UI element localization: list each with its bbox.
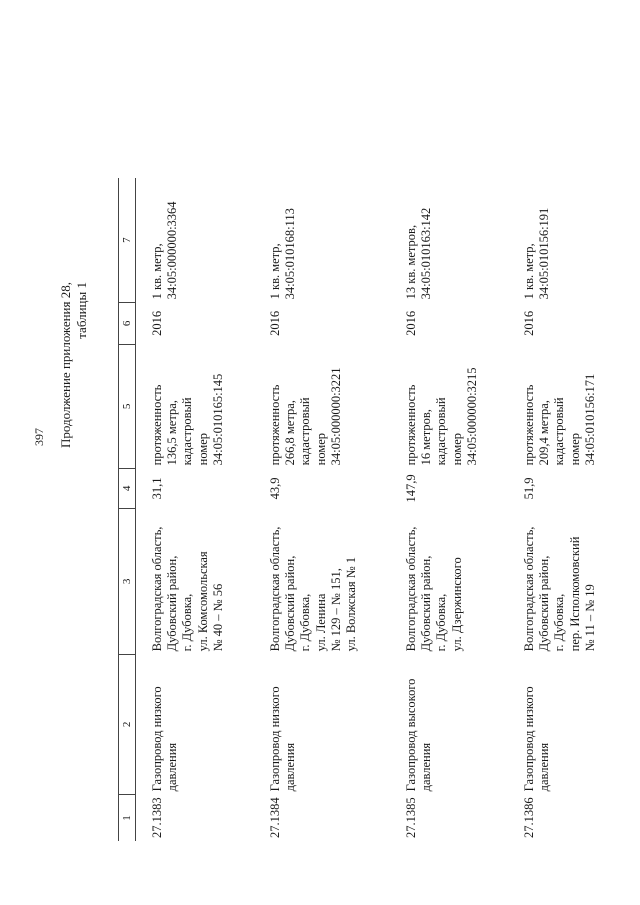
text-line: протяженность [404, 384, 418, 466]
text-line: 34:05:000000:3221 [328, 367, 343, 466]
text-line: 34:05:010156:171 [582, 373, 597, 466]
text-line: г. Дубовка, [298, 593, 313, 652]
table-row [390, 178, 508, 841]
object-address [136, 508, 255, 654]
text-line: г. Дубовка, [434, 593, 449, 652]
column-number: 1 [119, 794, 136, 841]
text-line: давления [537, 742, 552, 792]
land-area [390, 178, 508, 302]
text-line: г. Дубовка, [552, 593, 567, 652]
row-number: 27.1386 [522, 797, 536, 838]
column-number: 2 [119, 654, 136, 794]
text-line: 1 кв. метр, [150, 243, 164, 300]
text-line: Дубовский район, [283, 555, 298, 652]
text-line: давления [419, 742, 434, 792]
column-number: 7 [119, 178, 136, 302]
object-name [136, 654, 255, 794]
text-line: Дубовский район, [419, 555, 434, 652]
text-line: 34:05:000000:3215 [464, 367, 479, 466]
object-description [254, 344, 390, 468]
object-length: 51,9 [522, 477, 536, 500]
column-number: 3 [119, 508, 136, 654]
object-length: 31,1 [150, 477, 164, 500]
text-line: 34:05:010156:191 [537, 207, 552, 300]
object-year: 2016 [404, 310, 418, 336]
text-line: номер [313, 432, 328, 466]
column-number: 4 [119, 468, 136, 508]
column-number-row [119, 178, 136, 841]
land-area [136, 178, 255, 302]
text-line: Дубовский район, [537, 555, 552, 652]
text-line: Волгоградская область, [268, 526, 282, 652]
text-line: номер [195, 432, 210, 466]
text-line: 136,5 метра, [165, 400, 180, 466]
text-line: давления [165, 742, 180, 792]
text-line: номер [567, 432, 582, 466]
text-line: пер. Исполкомовский [567, 536, 582, 652]
continuation-line-2: таблицы 1 [74, 282, 89, 339]
page-number: 397 [32, 428, 46, 446]
text-line: Дубовский район, [165, 555, 180, 652]
text-line: Волгоградская область, [150, 526, 164, 652]
object-year: 2016 [522, 310, 536, 336]
continuation-note [58, 282, 90, 602]
text-line: Газопровод низкого [268, 686, 282, 792]
text-line: протяженность [522, 384, 536, 466]
object-name [508, 654, 626, 794]
text-line: протяженность [150, 384, 164, 466]
register-table [118, 178, 626, 841]
text-line: № 129 – № 151, [328, 568, 343, 652]
text-line: 34:05:000000:3364 [165, 201, 180, 300]
text-line: кадастровый [180, 397, 195, 466]
text-line: кадастровый [552, 397, 567, 466]
text-line: Газопровод низкого [150, 686, 164, 792]
text-line: давления [283, 742, 298, 792]
continuation-line-1: Продолжение приложения 28, [58, 282, 73, 449]
object-length: 147,9 [404, 474, 418, 503]
land-area [508, 178, 626, 302]
object-description [508, 344, 626, 468]
table-row [136, 178, 255, 841]
column-number: 6 [119, 302, 136, 344]
text-line: ул. Комсомольская [195, 551, 210, 652]
text-line: 1 кв. метр, [522, 243, 536, 300]
row-number: 27.1384 [268, 797, 282, 838]
text-line: 16 метров, [419, 409, 434, 466]
text-line: Газопровод высокого [404, 678, 418, 792]
text-line: номер [449, 432, 464, 466]
table-row [508, 178, 626, 841]
text-line: 34:05:010163:142 [419, 207, 434, 300]
text-line: Волгоградская область, [404, 526, 418, 652]
text-line: 1 кв. метр, [268, 243, 282, 300]
row-number: 27.1385 [404, 797, 418, 838]
object-address [390, 508, 508, 654]
object-address [254, 508, 390, 654]
text-line: ул. Дзержинского [449, 557, 464, 652]
text-line: 34:05:010165:145 [210, 373, 225, 466]
land-area [254, 178, 390, 302]
row-number: 27.1383 [150, 797, 164, 838]
text-line: 209,4 метра, [537, 400, 552, 466]
object-length: 43,9 [268, 477, 282, 500]
object-name [254, 654, 390, 794]
text-line: ул. Волжская № 1 [344, 556, 359, 652]
text-line: № 40 – № 56 [210, 583, 225, 652]
object-description [136, 344, 255, 468]
table-row [254, 178, 390, 841]
object-year: 2016 [268, 310, 282, 336]
text-line: кадастровый [434, 397, 449, 466]
text-line: ул. Ленина [313, 593, 328, 652]
object-description [390, 344, 508, 468]
object-name [390, 654, 508, 794]
text-line: Волгоградская область, [522, 526, 536, 652]
column-number: 5 [119, 344, 136, 468]
text-line: 34:05:010168:113 [283, 208, 298, 300]
text-line: 13 кв. метров, [404, 224, 418, 300]
text-line: № 11 – № 19 [582, 584, 597, 652]
text-line: кадастровый [298, 397, 313, 466]
object-address [508, 508, 626, 654]
text-line: г. Дубовка, [180, 593, 195, 652]
text-line: Газопровод низкого [522, 686, 536, 792]
text-line: 266,8 метра, [283, 400, 298, 466]
text-line: протяженность [268, 384, 282, 466]
object-year: 2016 [150, 310, 164, 336]
